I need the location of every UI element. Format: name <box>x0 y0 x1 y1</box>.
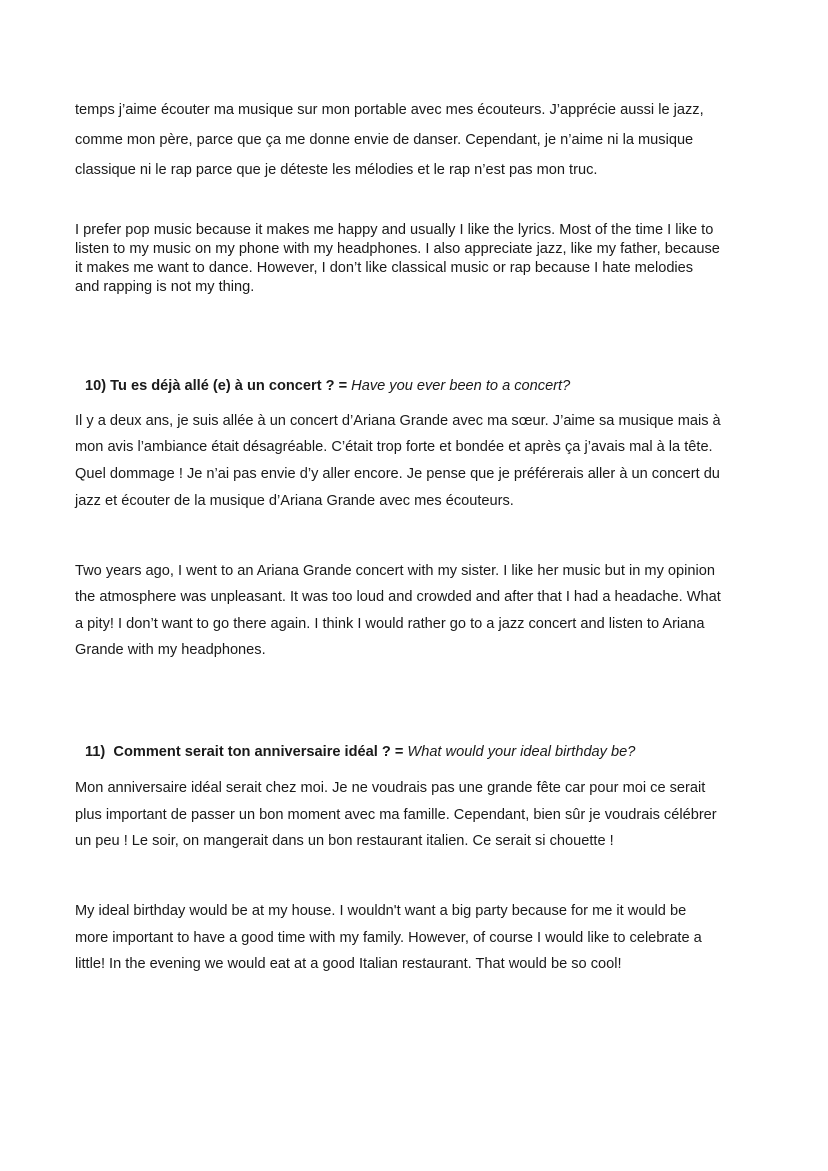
question-11-en: What would your ideal birthday be? <box>407 744 636 760</box>
answer-10-en-line: Two years ago, I went to an Ariana Grande concert with my sister. I like her music but in my opinion <box>75 563 715 579</box>
answer-11-en-line: little! In the evening we would eat at a good Italian restaurant. That would be so cool! <box>75 956 622 972</box>
question-11-heading <box>85 745 635 760</box>
question-10-en: Have you ever been to a concert? <box>351 378 571 394</box>
answer-11-fr-line: un peu ! Le soir, on mangerait dans un bon restaurant italien. Ce serait si chouette ! <box>75 833 614 849</box>
answer-11-en-line: more important to have a good time with my family. However, of course I would like to celebrate a <box>75 930 702 946</box>
question-10-heading <box>85 379 570 394</box>
question-10-fr: Tu es déjà allé (e) à un concert ? = <box>110 378 348 394</box>
answer-10-en-line: a pity! I don’t want to go there again. I think I would rather go to a jazz concert and listen to Ariana <box>75 616 705 632</box>
answer-11-fr-line: Mon anniversaire idéal serait chez moi. Je ne voudrais pas une grande fête car pour moi ce serait <box>75 780 706 796</box>
intro-en-line: it makes me want to dance. However, I don’t like classical music or rap because I hate melodies <box>75 260 694 276</box>
question-10-number: 10) <box>85 378 107 394</box>
intro-en-line: listen to my music on my phone with my headphones. I also appreciate jazz, like my father, because <box>75 241 720 257</box>
answer-10-fr-line: Il y a deux ans, je suis allée à un concert d’Ariana Grande avec ma sœur. J’aime sa musique mais à <box>75 413 721 429</box>
answer-11-fr-line: plus important de passer un bon moment avec ma famille. Cependant, bien sûr je voudrais célébrer <box>75 807 717 823</box>
question-11-fr: Comment serait ton anniversaire idéal ? = <box>113 744 404 760</box>
answer-11-en-line: My ideal birthday would be at my house. I wouldn't want a big party because for me it would be <box>75 903 687 919</box>
question-11-number: 11) <box>85 744 106 760</box>
answer-10-fr-line: Quel dommage ! Je n’ai pas envie d’y aller encore. Je pense que je préférerais aller à un concert du <box>75 466 720 482</box>
answer-10-fr-line: jazz et écouter de la musique d’Ariana Grande avec mes écouteurs. <box>75 493 514 509</box>
intro-en-line: I prefer pop music because it makes me happy and usually I like the lyrics. Most of the time I like to <box>75 222 714 238</box>
intro-en-line: and rapping is not my thing. <box>75 279 255 295</box>
intro-fr-line: classique ni le rap parce que je déteste les mélodies et le rap n’est pas mon truc. <box>75 162 598 178</box>
answer-10-en-line: the atmosphere was unpleasant. It was too loud and crowded and after that I had a headache. What <box>75 589 721 605</box>
intro-fr-line: comme mon père, parce que ça me donne envie de danser. Cependant, je n’aime ni la musique <box>75 132 694 148</box>
intro-fr-line: temps j’aime écouter ma musique sur mon portable avec mes écouteurs. J’apprécie aussi le jazz, <box>75 102 704 118</box>
answer-10-fr-line: mon avis l’ambiance était désagréable. C’était trop forte et bondée et après ça j’avais mal à la tête. <box>75 439 713 455</box>
answer-10-en-line: Grande with my headphones. <box>75 642 266 658</box>
